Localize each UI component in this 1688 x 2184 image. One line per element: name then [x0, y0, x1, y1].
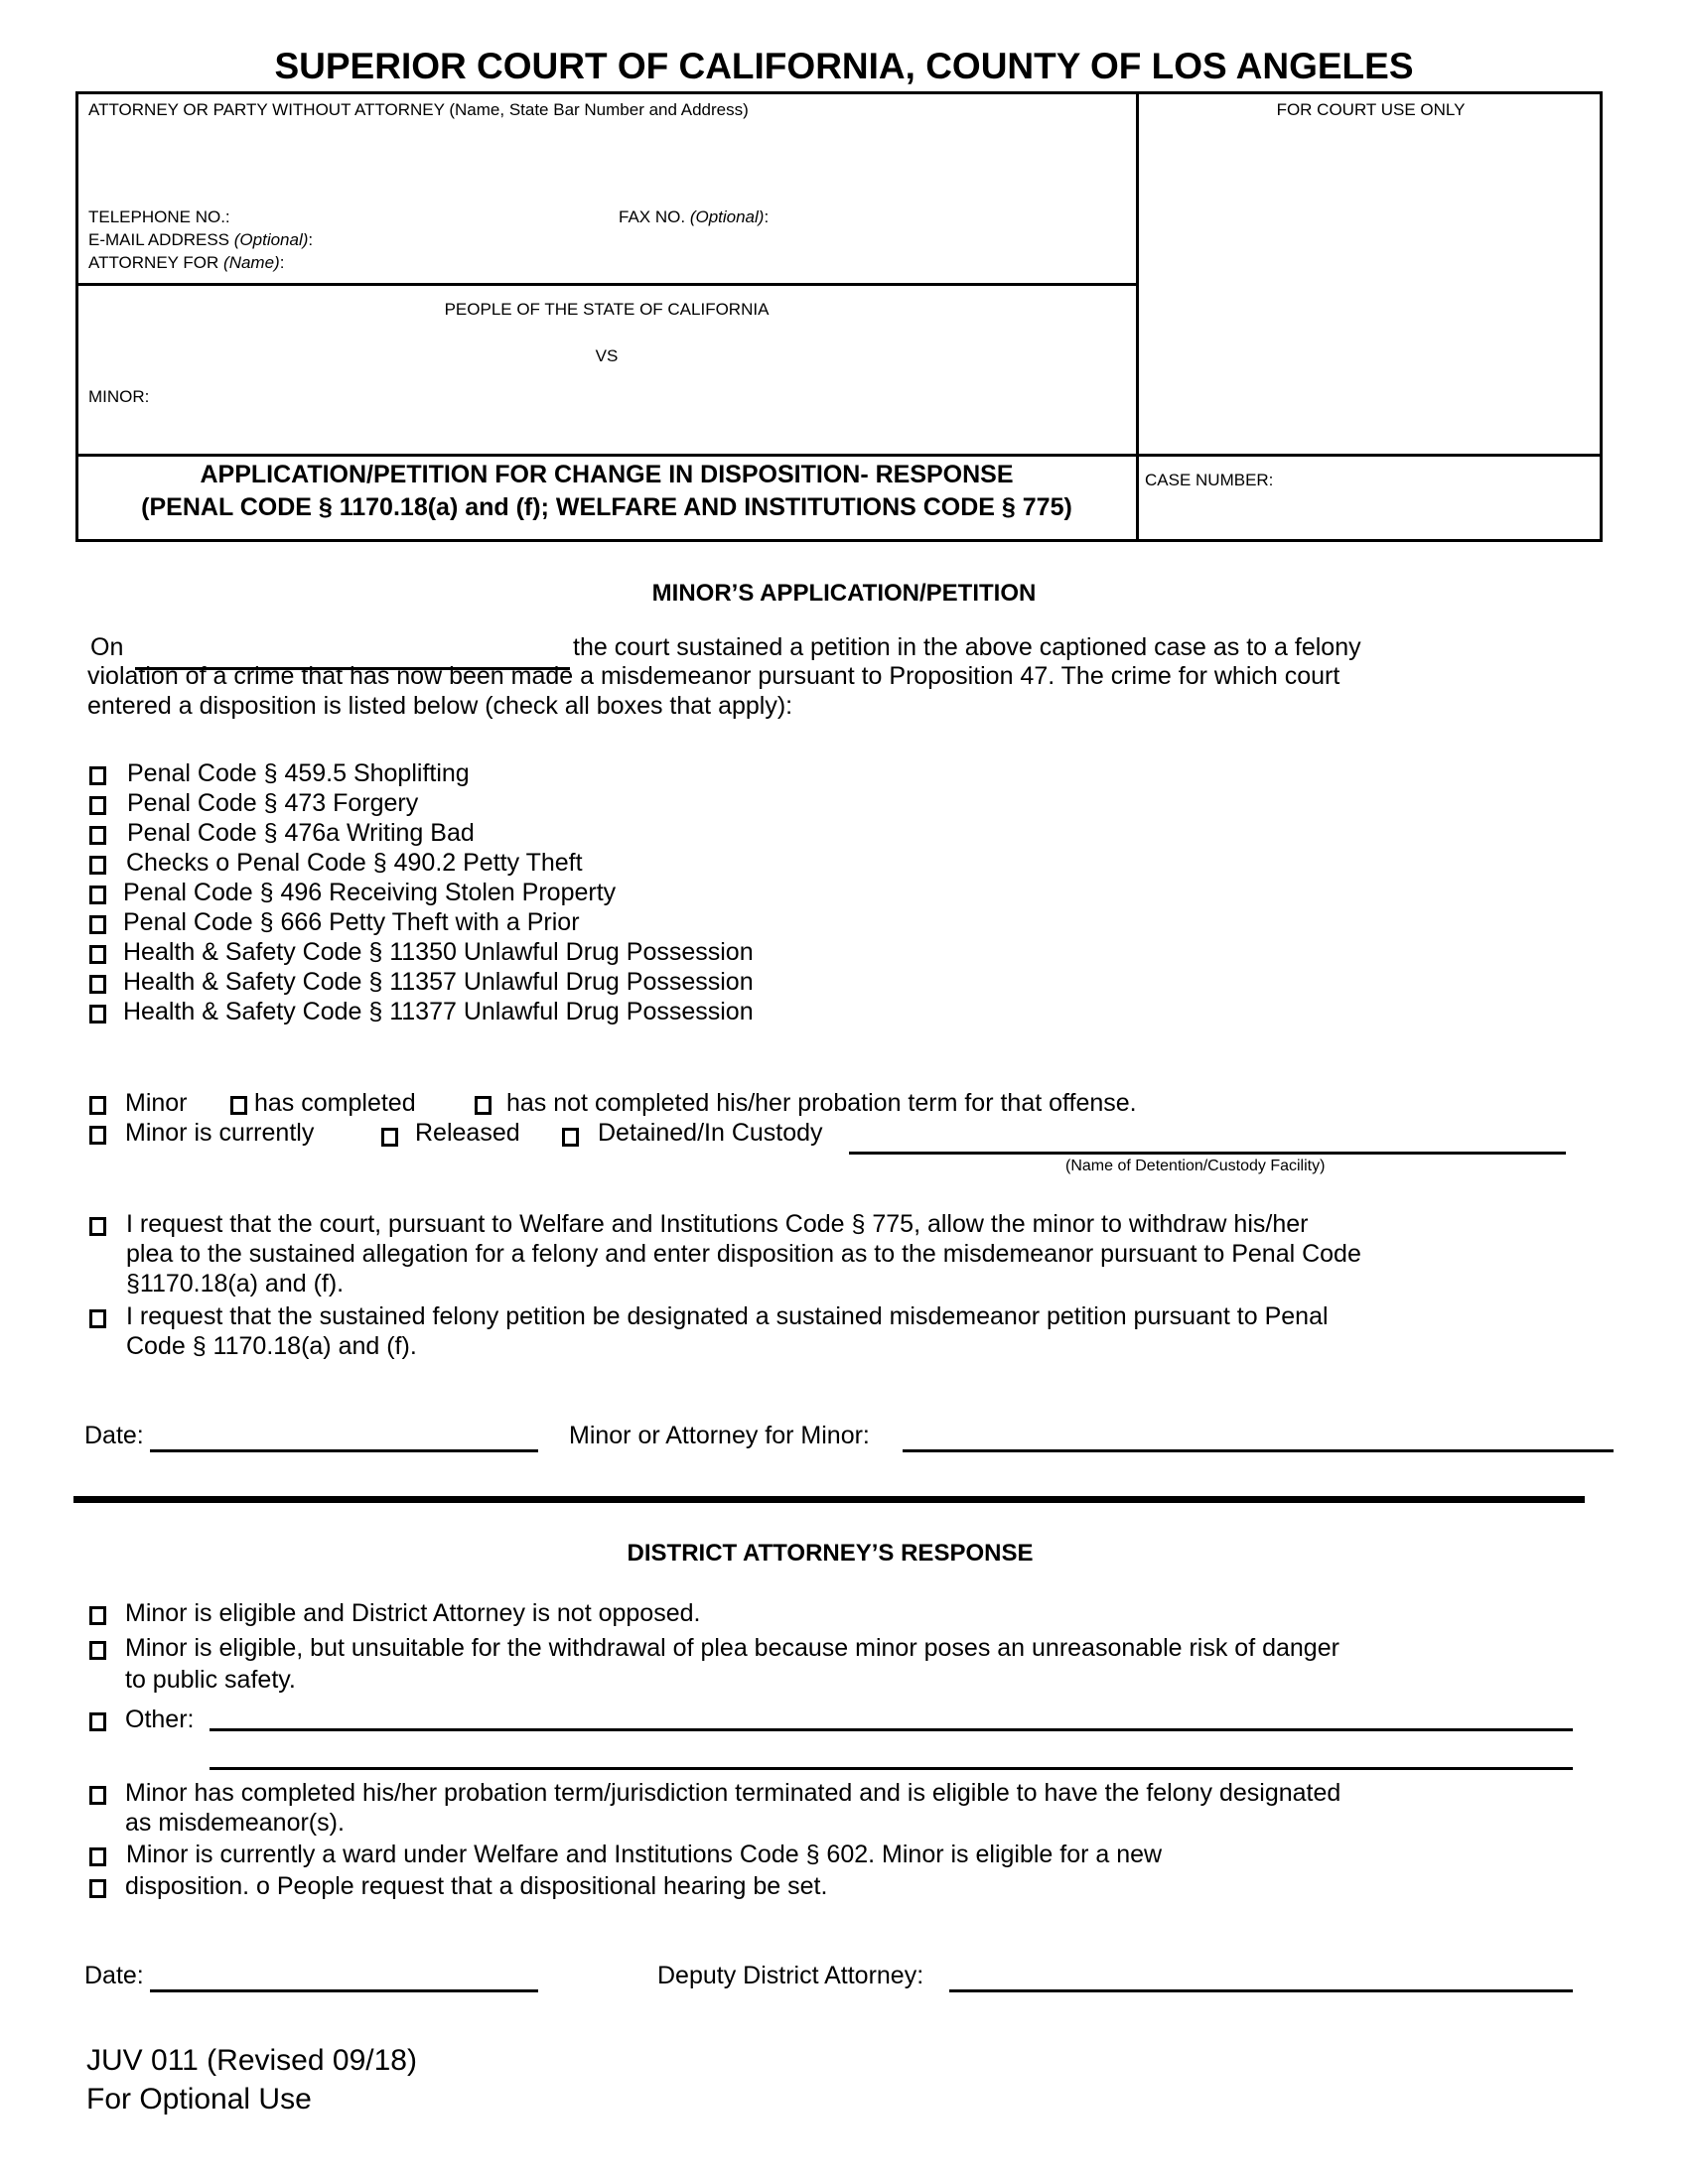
offense-checkbox-1[interactable] [89, 796, 106, 815]
caption-divider-1 [75, 283, 1138, 286]
telephone-label: TELEPHONE NO.: [88, 207, 230, 226]
vs-label: VS [595, 346, 619, 365]
da-opt2-checkbox[interactable] [89, 1641, 106, 1660]
court-use-label: FOR COURT USE ONLY [1276, 100, 1466, 119]
email-label: E-MAIL ADDRESS [88, 230, 230, 249]
minor-date-input[interactable] [150, 1449, 538, 1452]
attorney-for-field[interactable] [88, 253, 284, 273]
request2-line2: Code § 1170.18(a) and (f). [126, 1332, 417, 1360]
case-number-label: CASE NUMBER: [1145, 471, 1274, 489]
form-usage: For Optional Use [86, 2083, 312, 2116]
intro-line3: entered a disposition is listed below (check all boxes that apply): [87, 692, 793, 720]
da-opt2-line2: to public safety. [125, 1666, 296, 1694]
intro-line1: the court sustained a petition in the above captioned case as to a felony [573, 633, 1361, 661]
da-section-heading: DISTRICT ATTORNEY’S RESPONSE [627, 1540, 1034, 1567]
email-field[interactable] [88, 230, 313, 250]
people-label: PEOPLE OF THE STATE OF CALIFORNIA [444, 300, 770, 319]
minor-currently-checkbox[interactable] [89, 1126, 106, 1145]
da-signature-input[interactable] [949, 1989, 1573, 1992]
offense-checkbox-0[interactable] [89, 766, 106, 785]
da-other-input-1[interactable] [210, 1728, 1573, 1731]
da-opt5-line2: disposition. o People request that a dispositional hearing be set. [125, 1872, 828, 1900]
request-withdraw-checkbox[interactable] [89, 1217, 106, 1236]
request1-line1: I request that the court, pursuant to Welfare and Institutions Code § 775, allow the minor to withdraw his/her [126, 1210, 1309, 1238]
da-other-input-2[interactable] [210, 1767, 1573, 1770]
email-colon: : [308, 230, 314, 249]
section-separator [73, 1496, 1585, 1503]
offense-checkbox-7[interactable] [89, 975, 106, 994]
minor-currently-label: Minor is currently [125, 1119, 315, 1147]
form-id: JUV 011 (Revised 09/18) [86, 2044, 417, 2077]
da-opt6-checkbox[interactable] [89, 1879, 106, 1898]
intro-on: On [90, 633, 124, 661]
form-title-line1: APPLICATION/PETITION FOR CHANGE IN DISPOSITION- RESPONSE [200, 461, 1014, 488]
da-opt4-line2: as misdemeanor(s). [125, 1809, 345, 1837]
court-title: SUPERIOR COURT OF CALIFORNIA, COUNTY OF LOS ANGELES [274, 46, 1414, 86]
minor-name-field[interactable] [88, 387, 149, 407]
intro-line2: violation of a crime that has now been made a misdemeanor pursuant to Proposition 47. The crime for which court [87, 662, 1340, 690]
offense-checkbox-5[interactable] [89, 915, 106, 934]
fax-field[interactable] [619, 207, 769, 227]
caption-divider-2 [75, 454, 1603, 457]
facility-name-input[interactable] [849, 1152, 1566, 1155]
da-opt1-checkbox[interactable] [89, 1606, 106, 1625]
request1-line2: plea to the sustained allegation for a felony and enter disposition as to the misdemeanor pursuant to Penal Code [126, 1240, 1361, 1268]
offense-label-8: Health & Safety Code § 11377 Unlawful Drug Possession [123, 998, 754, 1025]
form-title-line2: (PENAL CODE § 1170.18(a) and (f); WELFARE AND INSTITUTIONS CODE § 775) [141, 493, 1072, 521]
has-completed-label: has completed [254, 1089, 416, 1117]
offense-label-5: Penal Code § 666 Petty Theft with a Prior [123, 908, 580, 936]
offense-label-0: Penal Code § 459.5 Shoplifting [127, 759, 470, 787]
offense-label-7: Health & Safety Code § 11357 Unlawful Drug Possession [123, 968, 754, 996]
da-opt5-line1: Minor is currently a ward under Welfare and Institutions Code § 602. Minor is eligible for a new [126, 1841, 1163, 1868]
case-number-field[interactable] [1145, 471, 1273, 490]
minor-date-label: Date: [84, 1422, 144, 1449]
da-date-input[interactable] [150, 1989, 538, 1992]
offense-label-2: Penal Code § 476a Writing Bad [127, 819, 475, 847]
da-signature-label: Deputy District Attorney: [657, 1962, 924, 1989]
offense-checkbox-3[interactable] [89, 856, 106, 875]
request1-line3: §1170.18(a) and (f). [126, 1270, 345, 1297]
attorney-label: ATTORNEY OR PARTY WITHOUT ATTORNEY (Name, State Bar Number and Address) [88, 100, 749, 119]
fax-label: FAX NO. [619, 207, 686, 226]
email-optional: (Optional) [233, 230, 309, 249]
offense-label-6: Health & Safety Code § 11350 Unlawful Drug Possession [123, 938, 754, 966]
da-opt5-checkbox[interactable] [89, 1847, 106, 1866]
offense-label-4: Penal Code § 496 Receiving Stolen Property [123, 879, 617, 906]
released-checkbox[interactable] [381, 1128, 398, 1147]
detained-label: Detained/In Custody [598, 1119, 823, 1147]
da-opt2-line1: Minor is eligible, but unsuitable for the withdrawal of plea because minor poses an unreasonable risk of danger [125, 1634, 1339, 1662]
telephone-field[interactable] [88, 207, 230, 227]
fax-optional: (Optional) [689, 207, 765, 226]
offense-label-1: Penal Code § 473 Forgery [127, 789, 419, 817]
minor-label: MINOR: [88, 387, 150, 406]
has-not-completed-checkbox[interactable] [475, 1096, 492, 1115]
minor-checkbox[interactable] [89, 1096, 106, 1115]
offense-checkbox-4[interactable] [89, 886, 106, 904]
da-other-label: Other: [125, 1706, 195, 1733]
offense-checkbox-8[interactable] [89, 1005, 106, 1024]
has-completed-checkbox[interactable] [230, 1096, 247, 1115]
detained-checkbox[interactable] [562, 1128, 579, 1147]
attorney-for-label: ATTORNEY FOR [88, 253, 219, 272]
da-date-label: Date: [84, 1962, 144, 1989]
da-opt4-checkbox[interactable] [89, 1786, 106, 1805]
da-opt1-label: Minor is eligible and District Attorney is not opposed. [125, 1599, 701, 1627]
offense-label-3: Checks o Penal Code § 490.2 Petty Theft [126, 849, 583, 877]
has-not-completed-label: has not completed his/her probation term for that offense. [506, 1089, 1137, 1117]
offense-checkbox-6[interactable] [89, 945, 106, 964]
fax-colon: : [764, 207, 770, 226]
minor-signature-label: Minor or Attorney for Minor: [569, 1422, 870, 1449]
request2-line1: I request that the sustained felony petition be designated a sustained misdemeanor petition pursuant to Penal [126, 1302, 1329, 1330]
da-other-checkbox[interactable] [89, 1712, 106, 1731]
released-label: Released [415, 1119, 520, 1147]
request-designate-checkbox[interactable] [89, 1309, 106, 1328]
facility-caption: (Name of Detention/Custody Facility) [1065, 1158, 1326, 1174]
attorney-for-colon: : [279, 253, 285, 272]
minor-section-heading: MINOR’S APPLICATION/PETITION [651, 580, 1037, 607]
da-opt4-line1: Minor has completed his/her probation term/jurisdiction terminated and is eligible to have the felony designated [125, 1779, 1341, 1807]
minor-signature-input[interactable] [903, 1449, 1614, 1452]
attorney-for-name: (Name) [223, 253, 280, 272]
minor-label: Minor [125, 1089, 188, 1117]
offense-checkbox-2[interactable] [89, 826, 106, 845]
